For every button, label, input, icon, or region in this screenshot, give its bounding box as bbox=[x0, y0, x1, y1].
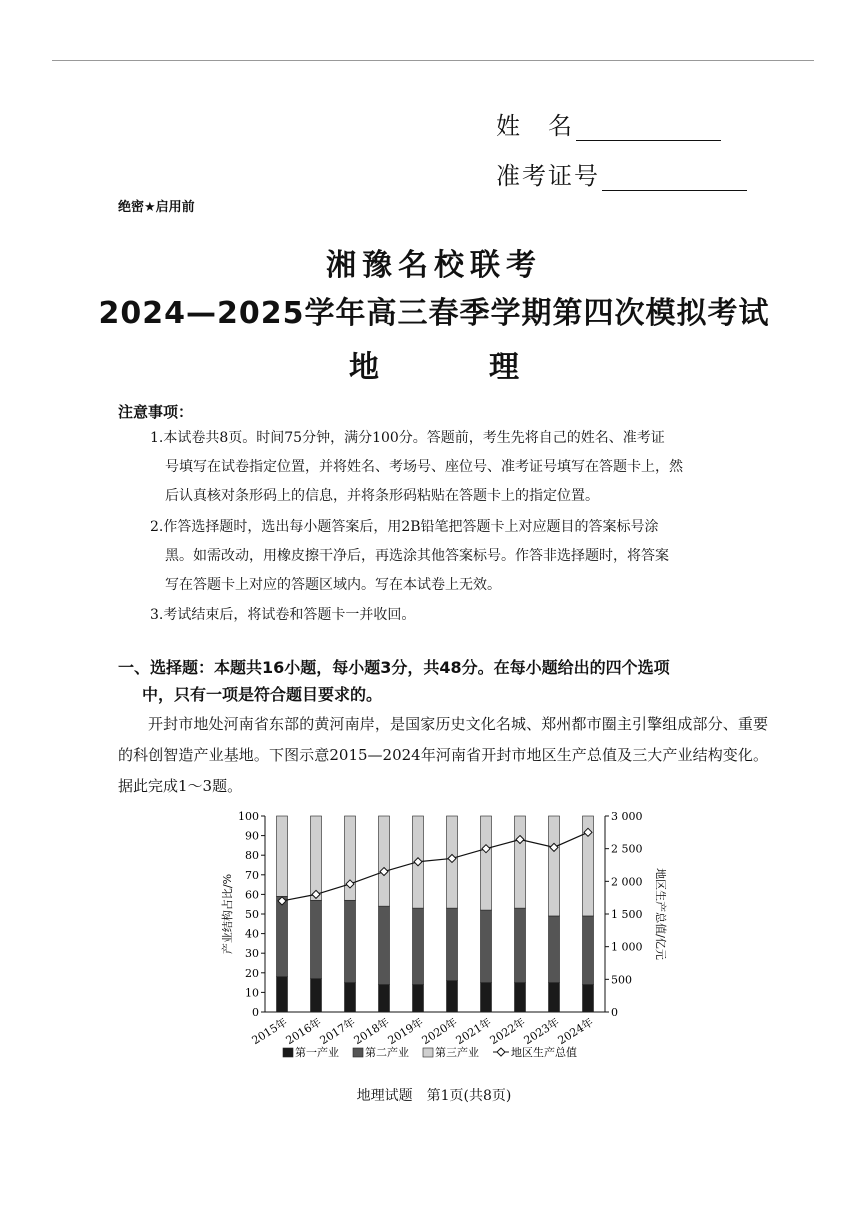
x-tick-label: 2017年 bbox=[317, 1015, 358, 1048]
legend-swatch bbox=[423, 1048, 433, 1057]
x-tick-label: 2024年 bbox=[555, 1015, 596, 1048]
x-tick-label: 2022年 bbox=[487, 1015, 528, 1048]
exam-id-field bbox=[496, 156, 747, 191]
bar-segment bbox=[379, 906, 390, 984]
bar-segment bbox=[481, 983, 492, 1012]
secret-mark: 绝密★启用前 bbox=[118, 200, 195, 215]
name-field bbox=[496, 106, 721, 141]
notice-item-3 bbox=[150, 601, 770, 630]
notice-line: 号填写在试卷指定位置，并将姓名、考场号、座位号、准考证号填写在答题卡上，然 bbox=[165, 459, 683, 475]
legend-marker bbox=[497, 1048, 505, 1056]
y-tick-label-right: 1 000 bbox=[611, 940, 643, 954]
bar-segment bbox=[277, 896, 288, 976]
bar-segment bbox=[447, 908, 458, 981]
section-heading bbox=[118, 654, 768, 708]
bar-segment bbox=[481, 910, 492, 983]
notice-line: 1.本试卷共8页。时间75分钟，满分100分。答题前，考生先将自己的姓名、准考证 bbox=[150, 430, 665, 446]
chart-svg bbox=[205, 800, 675, 1090]
legend-label: 地区生产总值 bbox=[511, 1046, 577, 1059]
gdp-line bbox=[282, 832, 588, 901]
y-tick-label-right: 500 bbox=[611, 973, 632, 987]
y-tick-label-left: 80 bbox=[245, 849, 259, 863]
bar-segment bbox=[515, 908, 526, 982]
bar-segment bbox=[481, 816, 492, 910]
x-tick-label: 2015年 bbox=[249, 1015, 290, 1048]
y-tick-label-right: 2 500 bbox=[611, 842, 643, 856]
y-tick-label-left: 70 bbox=[245, 868, 259, 882]
bar-segment bbox=[515, 816, 526, 908]
bar-segment bbox=[345, 900, 356, 982]
y-tick-label-left: 100 bbox=[238, 810, 259, 823]
y-axis-title-right: 地区生产总值/亿元 bbox=[654, 868, 667, 960]
page-footer: 地理试题 第1页(共8页) bbox=[356, 1088, 512, 1104]
section-heading-line: 中，只有一项是符合题目要求的。 bbox=[142, 685, 383, 704]
y-tick-label-left: 90 bbox=[245, 829, 259, 843]
legend-label: 第一产业 bbox=[295, 1046, 339, 1059]
subject-title: 地 理 bbox=[349, 350, 559, 385]
y-tick-label-right: 3 000 bbox=[611, 810, 643, 823]
notice-line: 2.作答选择题时，选出每小题答案后，用2B铅笔把答题卡上对应题目的答案标号涂 bbox=[150, 519, 659, 535]
bar-segment bbox=[515, 983, 526, 1012]
name-label: 姓 名 bbox=[496, 112, 574, 140]
notice-item-2 bbox=[150, 513, 770, 600]
x-tick-label: 2016年 bbox=[283, 1015, 324, 1048]
notice-line: 3.考试结束后，将试卷和答题卡一并收回。 bbox=[150, 607, 416, 623]
bar-segment bbox=[311, 816, 322, 900]
y-tick-label-left: 50 bbox=[245, 908, 259, 921]
y-tick-label-right: 1 500 bbox=[611, 908, 643, 921]
y-tick-label-left: 40 bbox=[245, 927, 259, 941]
x-tick-label: 2021年 bbox=[453, 1015, 494, 1048]
bar-segment bbox=[549, 916, 560, 983]
top-rule bbox=[52, 60, 814, 61]
legend-label: 第三产业 bbox=[435, 1046, 479, 1059]
bar-segment bbox=[583, 916, 594, 985]
y-tick-label-left: 10 bbox=[245, 986, 259, 1000]
notice-item-1 bbox=[150, 424, 770, 511]
y-tick-label-left: 60 bbox=[245, 888, 259, 902]
legend-swatch bbox=[283, 1048, 293, 1057]
bar-segment bbox=[311, 900, 322, 978]
y-tick-label-right: 0 bbox=[611, 1006, 618, 1019]
bar-segment bbox=[379, 816, 390, 906]
bar-segment bbox=[277, 977, 288, 1012]
bar-segment bbox=[277, 816, 288, 896]
bar-segment bbox=[549, 816, 560, 916]
notice-line: 后认真核对条形码上的信息，并将条形码粘贴在答题卡上的指定位置。 bbox=[165, 488, 599, 504]
bar-segment bbox=[379, 985, 390, 1012]
y-axis-title-left: 产业结构占比/% bbox=[221, 873, 234, 955]
x-tick-label: 2023年 bbox=[521, 1015, 562, 1048]
x-tick-label: 2019年 bbox=[385, 1015, 426, 1048]
notice-line: 黑。如需改动，用橡皮擦干净后，再选涂其他答案标号。作答非选择题时，将答案 bbox=[165, 548, 669, 564]
x-tick-label: 2020年 bbox=[419, 1015, 460, 1048]
industry-gdp-chart bbox=[205, 800, 675, 1090]
notice-line: 写在答题卡上对应的答题区域内。写在本试卷上无效。 bbox=[165, 577, 501, 593]
legend-swatch bbox=[353, 1048, 363, 1057]
exam-id-blank bbox=[602, 166, 747, 191]
name-blank bbox=[576, 116, 721, 141]
bar-segment bbox=[311, 979, 322, 1012]
exam-org-title: 湘豫名校联考 bbox=[326, 248, 542, 283]
y-tick-label-right: 2 000 bbox=[611, 875, 643, 889]
bar-segment bbox=[583, 985, 594, 1012]
y-tick-label-left: 0 bbox=[252, 1006, 259, 1019]
notice-heading: 注意事项： bbox=[118, 403, 194, 421]
legend-label: 第二产业 bbox=[365, 1046, 409, 1059]
question-passage: 开封市地处河南省东部的黄河南岸，是国家历史文化名城、郑州都市圈主引擎组成部分、重要的科创智造产业基地。下图示意2015—2024年河南省开封市地区生产总值及三大产业结构变化。据此完成1～3题。 bbox=[118, 715, 768, 795]
section-heading-line: 一、选择题：本题共16小题，每小题3分，共48分。在每小题给出的四个选项 bbox=[118, 658, 670, 677]
y-tick-label-left: 20 bbox=[245, 966, 259, 980]
bar-segment bbox=[447, 981, 458, 1012]
bar-segment bbox=[413, 908, 424, 984]
exam-title: 2024—2025学年高三春季学期第四次模拟考试 bbox=[98, 296, 770, 331]
bar-segment bbox=[549, 983, 560, 1012]
exam-id-label: 准考证号 bbox=[496, 162, 600, 190]
bar-segment bbox=[413, 985, 424, 1012]
x-tick-label: 2018年 bbox=[351, 1015, 392, 1048]
y-tick-label-left: 30 bbox=[245, 947, 259, 961]
bar-segment bbox=[345, 983, 356, 1012]
